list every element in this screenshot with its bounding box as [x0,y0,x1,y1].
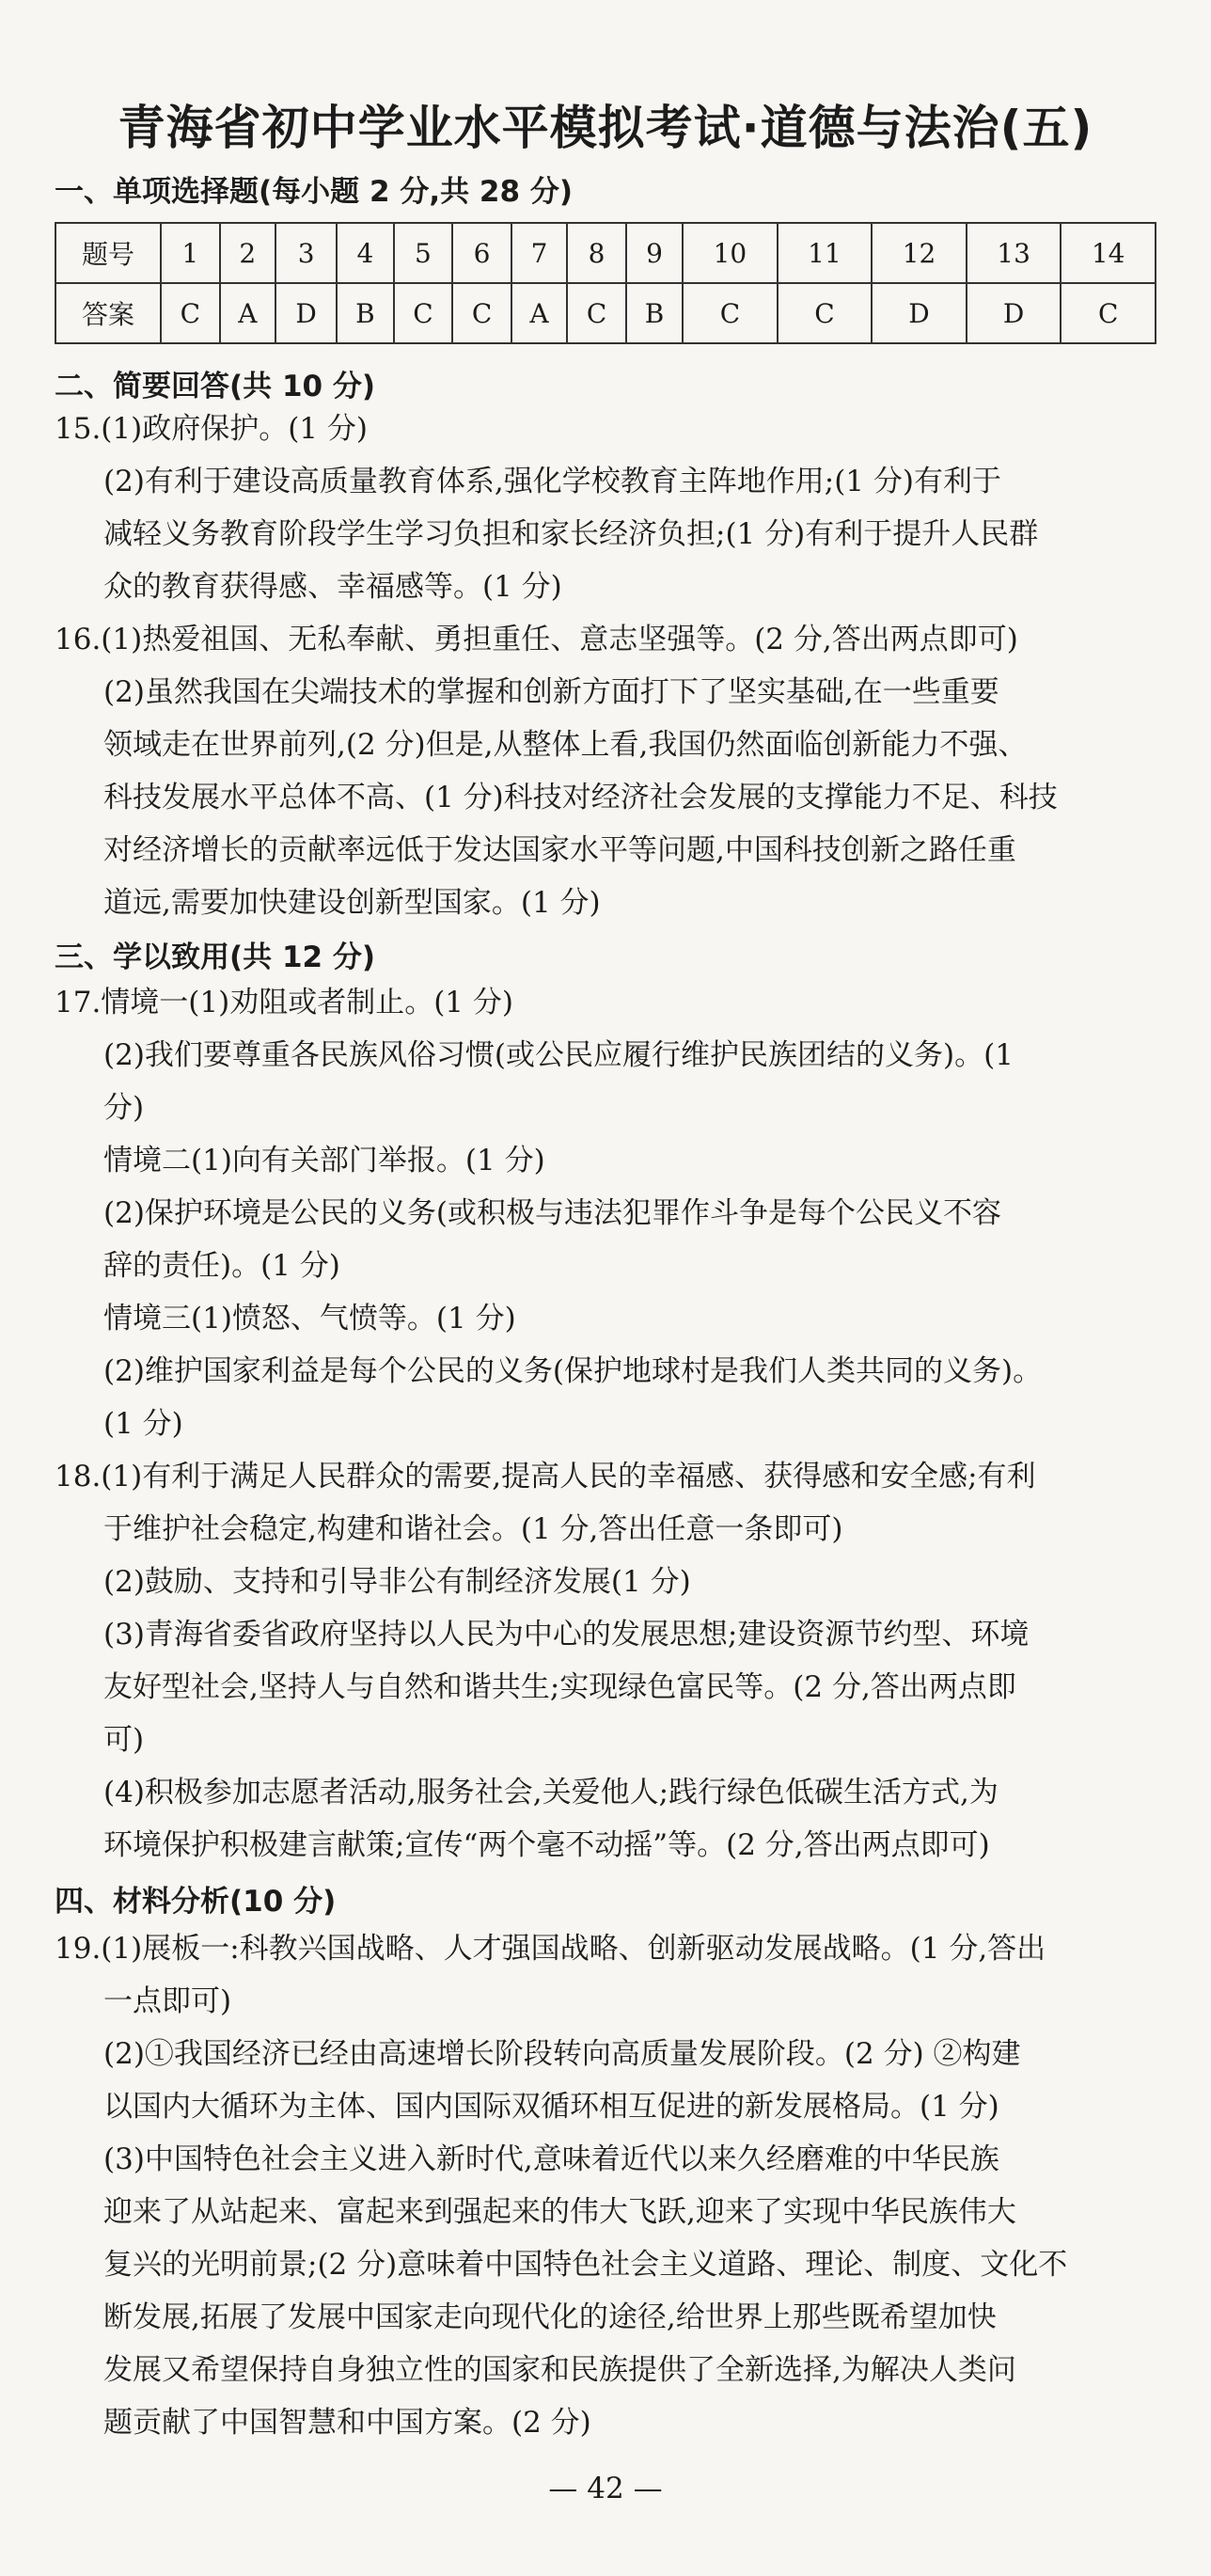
answer-cell: D [872,283,967,343]
question-number: 6 [452,223,511,283]
answer-cell: C [452,283,511,343]
question-number: 3 [275,223,337,283]
question-number: 9 [626,223,683,283]
answer-line: 科技发展水平总体不高、(1 分)科技对经济社会发展的支撑能力不足、科技 [103,781,1058,814]
answer-table [55,222,1156,344]
answer-line: (1 分) [103,1407,183,1441]
question-number: 10 [683,223,778,283]
question-number: 13 [967,223,1062,283]
row-label: 答案 [55,283,161,343]
answer-line: 对经济增长的贡献率远低于发达国家水平等问题,中国科技创新之路任重 [103,833,1016,867]
question-number: 8 [567,223,626,283]
question-number: 2 [220,223,275,283]
answer-line: 18.(1)有利于满足人民群众的需要,提高人民的幸福感、获得感和安全感;有利 [55,1460,1036,1493]
question-number: 11 [778,223,873,283]
answer-cell: B [626,283,683,343]
section-heading-4: 四、材料分析(10 分) [55,1885,337,1919]
question-number: 12 [872,223,967,283]
answer-line: 众的教育获得感、幸福感等。(1 分) [103,570,562,604]
answer-line: 道远,需要加快建设创新型国家。(1 分) [103,886,601,920]
question-number: 14 [1061,223,1156,283]
answer-line: 减轻义务教育阶段学生学习负担和家长经济负担;(1 分)有利于提升人民群 [103,517,1039,551]
answer-cell: D [275,283,337,343]
answer-line: (2)鼓励、支持和引导非公有制经济发展(1 分) [103,1565,691,1599]
answer-cell: B [337,283,393,343]
answer-line: (2)维护国家利益是每个公民的义务(保护地球村是我们人类共同的义务)。 [103,1354,1043,1388]
question-number: 1 [161,223,220,283]
answer-line: 题贡献了中国智慧和中国方案。(2 分) [103,2406,591,2440]
question-number-row [55,223,1156,283]
answer-line: (2)虽然我国在尖端技术的掌握和创新方面打下了坚实基础,在一些重要 [103,675,999,709]
answer-line: 分) [103,1091,145,1125]
answer-cell: A [511,283,567,343]
answer-cell: C [683,283,778,343]
answer-cell: C [161,283,220,343]
row-label: 题号 [55,223,161,283]
answer-cell: C [394,283,453,343]
answer-row [55,283,1156,343]
answer-line: 于维护社会稳定,构建和谐社会。(1 分,答出任意一条即可) [103,1512,843,1546]
answer-line: 断发展,拓展了发展中国家走向现代化的途径,给世界上那些既希望加快 [103,2300,997,2334]
answer-line: 发展又希望保持自身独立性的国家和民族提供了全新选择,为解决人类问 [103,2353,1016,2387]
answer-line: (2)有利于建设高质量教育体系,强化学校教育主阵地作用;(1 分)有利于 [103,465,1001,498]
answer-line: 15.(1)政府保护。(1 分) [55,412,368,446]
answer-line: 复兴的光明前景;(2 分)意味着中国特色社会主义道路、理论、制度、文化不 [103,2248,1068,2282]
answer-line: 辞的责任)。(1 分) [103,1249,340,1283]
answer-line: 以国内大循环为主体、国内国际双循环相互促进的新发展格局。(1 分) [103,2090,999,2124]
answer-line: 情境二(1)向有关部门举报。(1 分) [103,1144,545,1177]
answer-line: (2)我们要尊重各民族风俗习惯(或公民应履行维护民族团结的义务)。(1 [103,1038,1014,1072]
answer-line: 16.(1)热爱祖国、无私奉献、勇担重任、意志坚强等。(2 分,答出两点即可) [55,623,1018,656]
question-number: 7 [511,223,567,283]
answer-line: 19.(1)展板一:科教兴国战略、人才强国战略、创新驱动发展战略。(1 分,答出 [55,1932,1046,1966]
answer-line: (3)青海省委省政府坚持以人民为中心的发展思想;建设资源节约型、环境 [103,1618,1030,1651]
answer-line: (4)积极参加志愿者活动,服务社会,关爱他人;践行绿色低碳生活方式,为 [103,1776,999,1810]
page-title: 青海省初中学业水平模拟考试·道德与法治(五) [118,101,1093,155]
question-number: 5 [394,223,453,283]
answer-cell: D [967,283,1062,343]
answer-cell: C [778,283,873,343]
answer-cell: A [220,283,275,343]
answer-line: 迎来了从站起来、富起来到强起来的伟大飞跃,迎来了实现中华民族伟大 [103,2195,1016,2229]
section-heading-3: 三、学以致用(共 12 分) [55,940,376,974]
answer-line: 环境保护积极建言献策;宣传“两个毫不动摇”等。(2 分,答出两点即可) [103,1828,990,1862]
answer-line: 17.情境一(1)劝阻或者制止。(1 分) [55,986,513,1019]
page-number: — 42 — [548,2472,663,2505]
answer-line: (2)①我国经济已经由高速增长阶段转向高质量发展阶段。(2 分) ②构建 [103,2037,1021,2071]
answer-line: 友好型社会,坚持人与自然和谐共生;实现绿色富民等。(2 分,答出两点即 [103,1670,1016,1704]
answer-cell: C [1061,283,1156,343]
answer-line: 可) [103,1723,145,1757]
section-heading-2: 二、简要回答(共 10 分) [55,370,376,403]
answer-cell: C [567,283,626,343]
answer-line: (3)中国特色社会主义进入新时代,意味着近代以来久经磨难的中华民族 [103,2142,999,2176]
answer-line: 领域走在世界前列,(2 分)但是,从整体上看,我国仍然面临创新能力不强、 [103,728,1028,762]
answer-line: (2)保护环境是公民的义务(或积极与违法犯罪作斗争是每个公民义不容 [103,1196,1002,1230]
section-heading-1: 一、单项选择题(每小题 2 分,共 28 分) [55,175,573,209]
question-number: 4 [337,223,393,283]
answer-line: 情境三(1)愤怒、气愤等。(1 分) [103,1302,516,1335]
answer-line: 一点即可) [103,1984,232,2018]
